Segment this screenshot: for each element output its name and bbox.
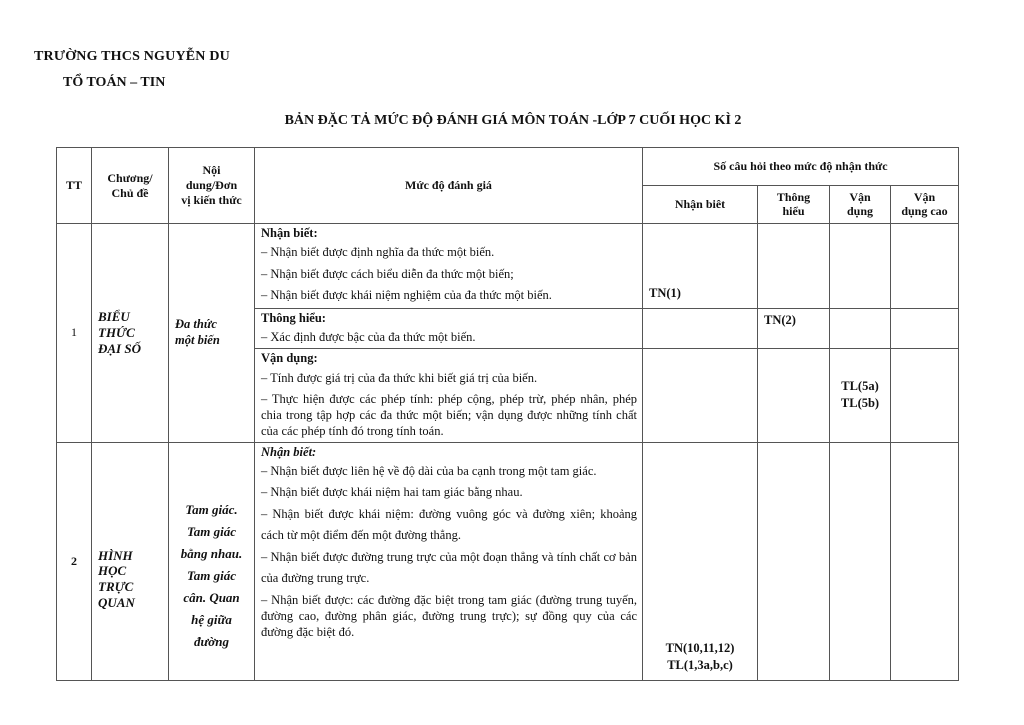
topic-line: THỨC xyxy=(98,324,135,340)
understand-count xyxy=(758,348,830,442)
level-description xyxy=(255,442,643,680)
topic-line: HỌC xyxy=(98,563,127,579)
level-description xyxy=(255,224,643,309)
header-high-apply xyxy=(891,186,959,224)
apply-count-line: TL(5a) xyxy=(841,379,879,393)
criterion-item: – Nhận biết được khái niệm hai tam giác bằng nhau. xyxy=(261,485,523,499)
document-title-text: BẢN ĐẶC TẢ MỨC ĐỘ ĐÁNH GIÁ MÔN TOÁN -LỚP 7 CUỐI HỌC KÌ 2 xyxy=(284,113,742,128)
document-title xyxy=(0,113,1024,129)
header-question-count: Số câu hỏi theo mức độ nhận thức xyxy=(643,148,959,186)
high-apply-count xyxy=(891,224,959,309)
specification-table xyxy=(56,147,959,681)
level-heading: Nhận biết: xyxy=(261,226,318,240)
recognize-count: TN(1) xyxy=(643,224,758,309)
criterion-item: – Nhận biết được: các đường đặc biệt trong tam giác (đường trung tuyến, đường cao, đường phân giác, đường trung trực); sự đồng quy của các đường đặc biệt đó. xyxy=(261,592,637,639)
unit-line: Tam giác xyxy=(187,567,236,583)
apply-count xyxy=(830,348,891,442)
header-apply-line1: Vận xyxy=(849,189,871,204)
header-apply-line2: dụng xyxy=(846,203,874,218)
row-number: 1 xyxy=(57,224,92,443)
header-understand-line2: hiểu xyxy=(782,203,805,218)
topic-line: ĐẠI SỐ xyxy=(98,340,141,356)
unit-cell xyxy=(169,442,255,680)
level-description xyxy=(255,348,643,442)
topic-line: TRỰC xyxy=(98,579,134,594)
recognize-count xyxy=(643,348,758,442)
criterion-item: – Nhận biết được đường trung trực của một đoạn thẳng và tính chất cơ bản của đường trung trực. xyxy=(261,549,637,585)
unit-line: Đa thức xyxy=(175,317,217,332)
header-content xyxy=(169,148,255,224)
recognize-count-line: TL(1,3a,b,c) xyxy=(667,657,733,672)
unit-line: hệ giữa xyxy=(191,612,232,628)
criterion-item: – Nhận biết được khái niệm: đường vuông góc và đường xiên; khoảng cách từ một điểm đến một đường thẳng. xyxy=(261,506,637,542)
level-description xyxy=(255,308,643,348)
header-apply xyxy=(830,186,891,224)
recognize-count xyxy=(643,442,758,680)
criterion-item: – Nhận biết được khái niệm nghiệm của đa thức một biến. xyxy=(261,288,552,302)
header-row-1 xyxy=(57,148,959,186)
topic-line: QUAN xyxy=(98,594,135,610)
understand-count xyxy=(758,224,830,309)
recognize-count-line: TN(10,11,12) xyxy=(665,640,735,655)
header-content-line2: dung/Đơn xyxy=(185,178,238,192)
table-row xyxy=(57,224,959,309)
header-high-apply-line2: dụng cao xyxy=(901,203,948,218)
level-heading: Thông hiểu: xyxy=(261,310,326,325)
recognize-count xyxy=(643,308,758,348)
unit-line: một biến xyxy=(175,332,220,347)
table-row xyxy=(57,442,959,680)
header-level-desc: Mức độ đánh giá xyxy=(255,148,643,224)
criterion-item: – Nhận biết được định nghĩa đa thức một biến. xyxy=(261,245,495,259)
understand-count xyxy=(758,442,830,680)
high-apply-count xyxy=(891,308,959,348)
understand-count: TN(2) xyxy=(758,308,830,348)
header-high-apply-line1: Vận xyxy=(913,189,936,204)
topic-line: BIỂU xyxy=(98,309,130,325)
unit-cell xyxy=(169,224,255,443)
header-content-line3: vị kiến thức xyxy=(181,193,242,207)
header-understand xyxy=(758,186,830,224)
topic-cell xyxy=(92,224,169,443)
unit-line: bằng nhau. xyxy=(180,545,243,561)
header-tt: TT xyxy=(57,148,92,224)
apply-count-line: TL(5b) xyxy=(840,396,880,410)
topic-cell xyxy=(92,442,169,680)
header-chapter xyxy=(92,148,169,224)
unit-line: cân. Quan xyxy=(183,590,240,606)
apply-count xyxy=(830,442,891,680)
high-apply-count xyxy=(891,442,959,680)
topic-line: HÌNH xyxy=(98,547,133,563)
header-understand-line1: Thông xyxy=(776,189,811,204)
level-heading: Vận dụng: xyxy=(261,350,318,365)
unit-line: đường xyxy=(194,634,229,650)
header-chapter-line2: Chủ đề xyxy=(111,185,149,200)
criterion-item: – Nhận biết được cách biểu diễn đa thức một biến; xyxy=(261,266,514,281)
header-chapter-line1: Chương/ xyxy=(107,170,153,185)
unit-line: Tam giác xyxy=(187,523,236,539)
criterion-item: – Tính được giá trị của đa thức khi biết giá trị của biến. xyxy=(261,370,538,385)
level-heading: Nhận biết: xyxy=(261,444,317,459)
criterion-item: – Thực hiện được các phép tính: phép cộng, phép trừ, phép nhân, phép chia trong tập hợp các đa thức một biến; vận dụng được những tính chất của các phép tính đó trong tính toán. xyxy=(261,391,637,438)
header-content-line1: Nội xyxy=(202,163,221,177)
apply-count xyxy=(830,224,891,309)
unit-line: Tam giác. xyxy=(185,501,238,517)
header-recognize: Nhận biêt xyxy=(643,186,758,224)
row-number: 2 xyxy=(57,442,92,680)
apply-count xyxy=(830,308,891,348)
high-apply-count xyxy=(891,348,959,442)
criterion-item: – Xác định được bậc của đa thức một biến. xyxy=(261,329,476,344)
department-name: TỔ TOÁN – TIN xyxy=(63,75,166,90)
school-name: TRƯỜNG THCS NGUYỄN DU xyxy=(34,49,230,64)
criterion-item: – Nhận biết được liên hệ về độ dài của ba cạnh trong một tam giác. xyxy=(261,463,597,478)
